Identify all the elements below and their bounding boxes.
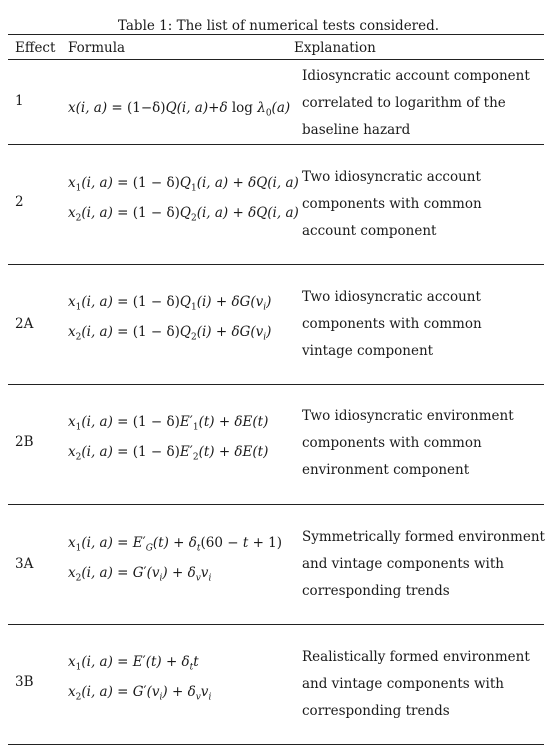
formula-line: $x_2(i$, $a) = (1 - \delta)E'_2(t) + \delta E(t)$ <box>68 444 269 463</box>
formula-line: $x_2(i$, $a) = G'(v_i) + \delta_vv_i$ <box>68 565 212 584</box>
formula-line: $x_2(i$, $a) = (1 - \delta)Q_2(i$, a) + δQ(i, a) <box>68 205 299 224</box>
explanation-line: Two idiosyncratic account <box>302 169 481 185</box>
explanation-cell <box>302 403 542 484</box>
effect-cell: 3A <box>15 556 34 572</box>
formula-line: $x_1(i$, $a) = (1 - \delta)Q_1(i) + \delta G(v_i)$ <box>68 294 272 313</box>
explanation-cell <box>302 63 542 144</box>
effect-cell: 3B <box>15 674 34 690</box>
explanation-line: environment component <box>302 462 470 478</box>
table-row <box>0 60 557 144</box>
effect-cell: 2B <box>15 434 34 450</box>
explanation-line: Realistically formed environment <box>302 649 530 665</box>
bottom-rule <box>8 744 544 745</box>
explanation-line: components with common <box>302 196 482 212</box>
table-row <box>0 624 557 744</box>
formula-line: $x_2(i$, $a) = (1 - \delta)Q_2(i) + \delta G(v_i)$ <box>68 324 272 343</box>
explanation-line: account component <box>302 223 437 239</box>
explanation-line: Two idiosyncratic environment <box>302 408 514 424</box>
top-rule <box>8 34 544 35</box>
explanation-line: corresponding trends <box>302 583 450 599</box>
explanation-line: and vintage components with <box>302 556 504 572</box>
header-explanation: Explanation <box>294 40 376 56</box>
explanation-cell <box>302 284 542 365</box>
formula-line: $x_1(i$, $a) = (1 - \delta)E'_1(t) + \delta E(t)$ <box>68 414 269 433</box>
explanation-cell <box>302 644 542 725</box>
header-formula: Formula <box>68 40 126 56</box>
formula-line: $x_1(i$, $a) = E'_G(t) + \delta_t(60 - t + 1)$ <box>68 535 283 554</box>
table-row <box>0 264 557 384</box>
table-row <box>0 144 557 264</box>
explanation-line: correlated to logarithm of the <box>302 95 506 111</box>
table-caption: Table 1: The list of numerical tests considered. <box>117 18 440 34</box>
explanation-line: vintage component <box>302 343 434 359</box>
explanation-line: components with common <box>302 435 482 451</box>
formula-line: $x_2(i$, $a) = G'(v_i) + \delta_vv_i$ <box>68 684 212 703</box>
table-row <box>0 384 557 504</box>
effect-cell: 1 <box>15 93 24 109</box>
explanation-cell <box>302 164 542 245</box>
header-effect: Effect <box>15 40 56 56</box>
formula-line: x(i, a) = (1−δ)Q(i, a)+δ $\log \lambda_0(a)$ <box>68 100 291 119</box>
explanation-line: baseline hazard <box>302 122 411 138</box>
formula-line: $x_1(i$, $a) = E'(t) + \delta_tt$ <box>68 654 199 673</box>
formula-line: $x_1(i$, $a) = (1 - \delta)Q_1(i$, a) + δQ(i, a) <box>68 175 299 194</box>
explanation-line: Idiosyncratic account component <box>302 68 530 84</box>
explanation-line: components with common <box>302 316 482 332</box>
explanation-line: and vintage components with <box>302 676 504 692</box>
explanation-line: Symmetrically formed environment <box>302 529 545 545</box>
effect-cell: 2 <box>15 194 24 210</box>
explanation-line: corresponding trends <box>302 703 450 719</box>
effect-cell: 2A <box>15 316 34 332</box>
explanation-cell <box>302 524 545 605</box>
explanation-line: Two idiosyncratic account <box>302 289 481 305</box>
table-row <box>0 504 557 624</box>
